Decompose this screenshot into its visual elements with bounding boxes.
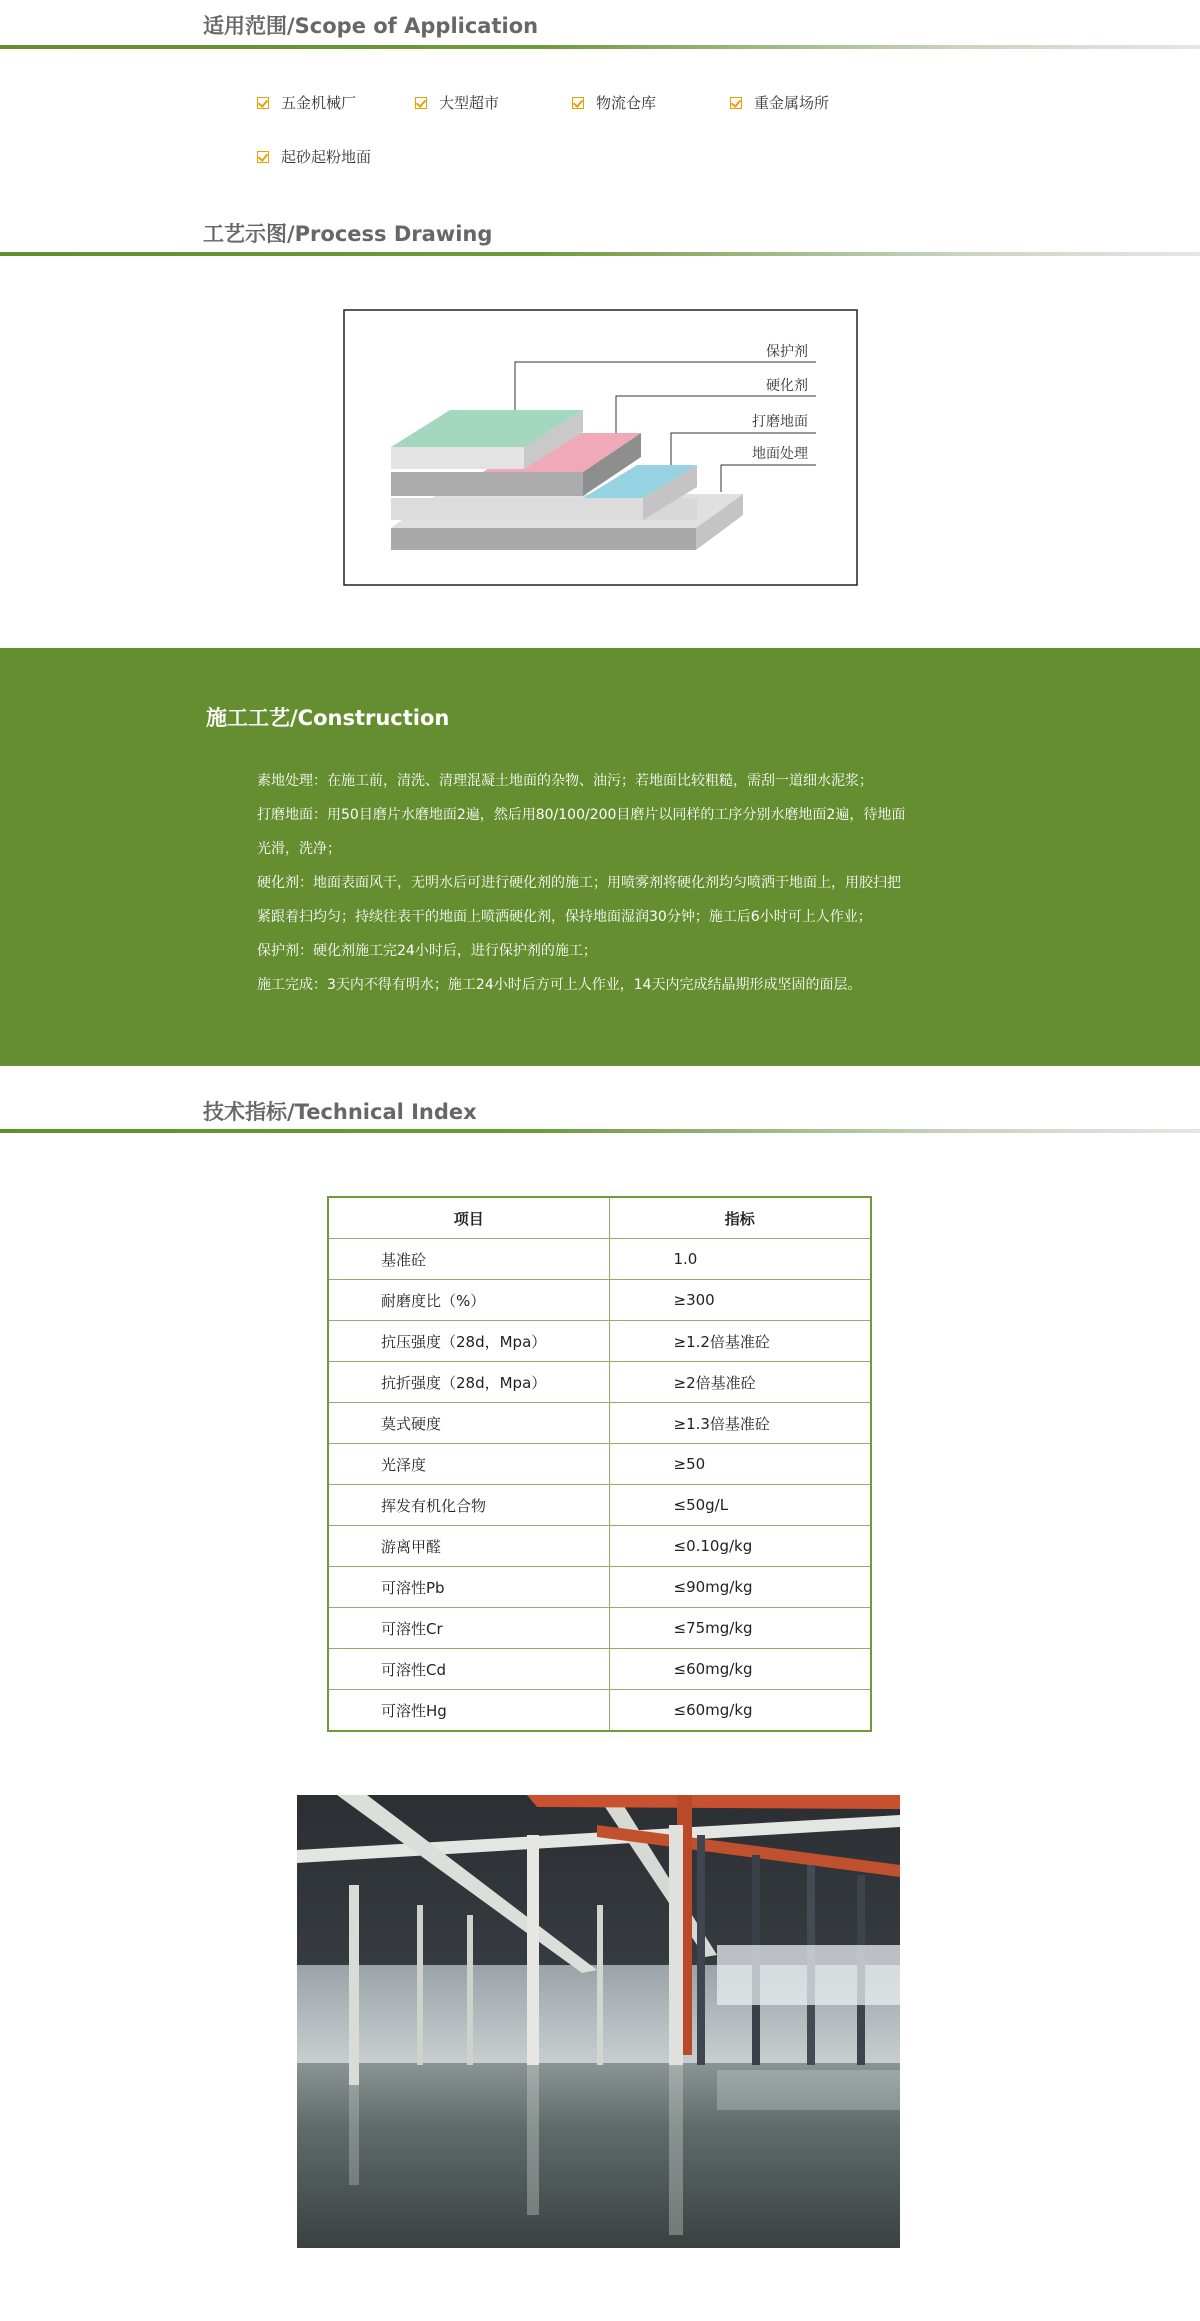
row-value: ≤0.10g/kg [609, 1526, 871, 1567]
scope-divider [0, 45, 1200, 49]
row-item: 可溶性Cr [328, 1608, 609, 1649]
scope-item [257, 146, 371, 167]
construction-title: 施工工艺/Construction [206, 706, 450, 730]
scope-item [730, 92, 829, 113]
row-item: 抗折强度（28d，Mpa） [328, 1362, 609, 1403]
scope-item [415, 92, 499, 113]
row-value: ≥1.3倍基准砼 [609, 1403, 871, 1444]
warehouse-floor-photo [297, 1795, 900, 2248]
row-item: 基准砼 [328, 1239, 609, 1280]
row-item: 游离甲醛 [328, 1526, 609, 1567]
table-row [328, 1649, 871, 1690]
table-row [328, 1239, 871, 1280]
process-title: 工艺示图/Process Drawing [203, 222, 493, 246]
construction-line: 硬化剂：地面表面风干，无明水后可进行硬化剂的施工；用喷雾剂将硬化剂均匀喷洒于地面上，用胶扫把 [257, 875, 901, 891]
construction-line: 保护剂：硬化剂施工完24小时后，进行保护剂的施工； [257, 943, 597, 959]
row-value: ≥300 [609, 1280, 871, 1321]
layer-label-polish: 打磨地面 [752, 414, 808, 430]
checkbox-icon [415, 97, 427, 109]
layer-label-protect: 保护剂 [766, 344, 808, 360]
scope-item-label: 五金机械厂 [281, 94, 357, 112]
table-row [328, 1362, 871, 1403]
table-row [328, 1608, 871, 1649]
row-value: ≤50g/L [609, 1485, 871, 1526]
row-value: ≤60mg/kg [609, 1690, 871, 1732]
technical-table [327, 1196, 872, 1732]
construction-section [0, 648, 1200, 1066]
row-value: ≥50 [609, 1444, 871, 1485]
construction-steps [257, 764, 957, 1002]
table-row [328, 1690, 871, 1732]
polish-layer-face [391, 498, 643, 520]
scope-title: 适用范围/Scope of Application [203, 14, 539, 38]
scope-item [572, 92, 656, 113]
column-header-index: 指标 [609, 1197, 871, 1239]
checkbox-icon [257, 151, 269, 163]
layer-label-base: 地面处理 [752, 446, 808, 462]
table-row [328, 1567, 871, 1608]
table-row [328, 1321, 871, 1362]
scope-item-label: 物流仓库 [596, 94, 657, 112]
row-item: 可溶性Pb [328, 1567, 609, 1608]
row-value: 1.0 [609, 1239, 871, 1280]
scope-item-label: 起砂起粉地面 [281, 148, 372, 166]
warehouse-photo-illustration [297, 1795, 900, 2248]
row-item: 耐磨度比（%） [328, 1280, 609, 1321]
layer-label-harden: 硬化剂 [766, 378, 808, 394]
row-item: 莫式硬度 [328, 1403, 609, 1444]
construction-line: 光滑，洗净； [257, 841, 341, 857]
row-item: 可溶性Hg [328, 1690, 609, 1732]
row-value: ≥2倍基准砼 [609, 1362, 871, 1403]
checkbox-icon [572, 97, 584, 109]
row-item: 可溶性Cd [328, 1649, 609, 1690]
scope-item-label: 大型超市 [439, 94, 500, 112]
technical-title: 技术指标/Technical Index [203, 1100, 477, 1124]
table-row [328, 1280, 871, 1321]
construction-line: 紧跟着扫均匀；持续往表干的地面上喷洒硬化剂，保持地面湿润30分钟；施工后6小时可上人作业； [257, 909, 872, 925]
table-row [328, 1403, 871, 1444]
row-item: 光泽度 [328, 1444, 609, 1485]
table-header-row [328, 1197, 871, 1239]
checkbox-icon [257, 97, 269, 109]
protect-layer-front [391, 447, 524, 469]
row-value: ≤60mg/kg [609, 1649, 871, 1690]
checkbox-icon [730, 97, 742, 109]
row-value: ≤90mg/kg [609, 1567, 871, 1608]
row-value: ≥1.2倍基准砼 [609, 1321, 871, 1362]
row-value: ≤75mg/kg [609, 1608, 871, 1649]
table-row [328, 1526, 871, 1567]
scope-item-label: 重金属场所 [754, 94, 830, 112]
table-row [328, 1485, 871, 1526]
construction-line: 施工完成：3天内不得有明水；施工24小时后方可上人作业，14天内完成结晶期形成坚固的面层。 [257, 977, 862, 993]
row-item: 挥发有机化合物 [328, 1485, 609, 1526]
construction-line: 打磨地面：用50目磨片水磨地面2遍，然后用80/100/200目磨片以同样的工序分别水磨地面2遍，待地面 [257, 807, 906, 823]
column-header-item: 项目 [328, 1197, 609, 1239]
base-layer-front [391, 528, 696, 550]
construction-line: 素地处理：在施工前，清洗、清理混凝土地面的杂物、油污；若地面比较粗糙，需刮一道细水泥浆； [257, 773, 873, 789]
scope-item [257, 92, 356, 113]
technical-divider [0, 1129, 1200, 1133]
harden-layer-front [391, 472, 583, 496]
process-diagram [343, 309, 858, 586]
table-row [328, 1444, 871, 1485]
row-item: 抗压强度（28d，Mpa） [328, 1321, 609, 1362]
process-divider [0, 252, 1200, 256]
